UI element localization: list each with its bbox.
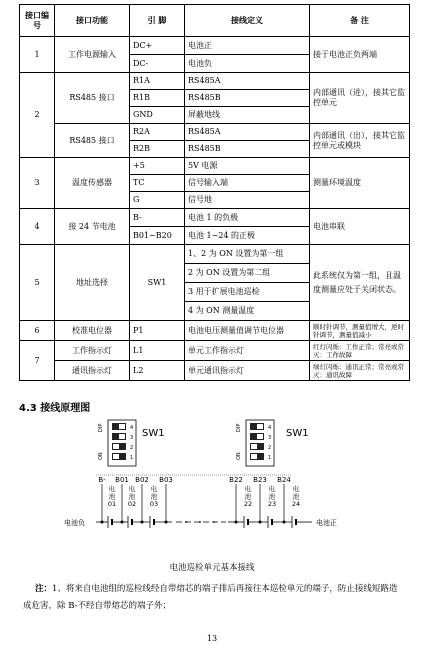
cell-pin: SW1 bbox=[130, 245, 185, 321]
battery-chain bbox=[96, 516, 312, 528]
terminal-label: B03 bbox=[159, 476, 173, 484]
header-def: 接线定义 bbox=[185, 5, 310, 37]
cell-no: 5 bbox=[20, 245, 55, 321]
cell-def: 5V 电源 bbox=[185, 158, 310, 175]
wiring-diagram bbox=[0, 412, 424, 560]
cell-def: 信号地 bbox=[185, 192, 310, 209]
cell-pin: TC bbox=[130, 175, 185, 192]
table-row bbox=[20, 361, 410, 381]
cell-def: 电池 1 的负极 bbox=[185, 209, 310, 227]
switch-number: 2 bbox=[130, 445, 134, 451]
header-remark: 备 注 bbox=[310, 5, 410, 37]
figure-caption: 电池巡检单元基本接线 bbox=[169, 563, 255, 573]
cell-def: RS485B bbox=[185, 141, 310, 158]
cell-func: 通讯指示灯 bbox=[55, 361, 130, 381]
cell-label-23: 电池 23 bbox=[267, 485, 277, 508]
dip-label: DIP bbox=[236, 423, 242, 432]
header-func: 接口功能 bbox=[55, 5, 130, 37]
cell-pin: P1 bbox=[130, 321, 185, 341]
cell-pin: R1A bbox=[130, 73, 185, 90]
cell-def: 单元通讯指示灯 bbox=[185, 361, 310, 381]
terminal-label: B01 bbox=[115, 476, 129, 484]
note-paragraph bbox=[23, 581, 403, 615]
interface-table bbox=[19, 4, 410, 381]
header-pin: 引 脚 bbox=[130, 5, 185, 37]
cell-no: 1 bbox=[20, 37, 55, 73]
switch-number: 3 bbox=[130, 435, 134, 441]
cell-func: 接 24 节电池 bbox=[55, 209, 130, 245]
note-prefix: 注： bbox=[35, 584, 53, 594]
cell-func: RS485 接口 bbox=[55, 73, 130, 124]
cell-remark: 接于电池正负两端 bbox=[310, 37, 410, 73]
cell-remark: 此系统仅为第一组，且温度测量应处于关闭状态。 bbox=[310, 245, 410, 321]
cell-def: 信号输入端 bbox=[185, 175, 310, 192]
cell-no: 2 bbox=[20, 73, 55, 158]
cell-label-22: 电池 22 bbox=[243, 485, 253, 508]
header-no: 接口编号 bbox=[20, 5, 55, 37]
cell-pin: R2B bbox=[130, 141, 185, 158]
pos-label: 电池正 bbox=[316, 519, 337, 527]
cell-no: 4 bbox=[20, 209, 55, 245]
cell-pin: B01~B20 bbox=[130, 227, 185, 245]
cell-def: 3 用于扩展电池巡检 bbox=[185, 283, 310, 302]
cell-func: 温度传感器 bbox=[55, 158, 130, 209]
cell-remark: 内部通讯（出），接其它监控单元或模块 bbox=[310, 124, 410, 158]
table-row bbox=[20, 124, 410, 141]
cell-pin: G bbox=[130, 192, 185, 209]
cell-func: RS485 接口 bbox=[55, 124, 130, 158]
cell-remark: 绿灯闪烁：通讯正常；常亮或常灭：通讯故障 bbox=[310, 361, 410, 381]
switch-number: 1 bbox=[268, 455, 272, 461]
dip-label: DIP bbox=[98, 423, 104, 432]
cell-label-02: 电池 02 bbox=[127, 485, 137, 508]
cell-def: RS485B bbox=[185, 90, 310, 107]
cell-def: RS485A bbox=[185, 73, 310, 90]
cell-def: 1、2 为 ON 设置为第一组 bbox=[185, 245, 310, 264]
sw1-label: SW1 bbox=[142, 428, 165, 439]
cell-label-24: 电池 24 bbox=[291, 485, 301, 508]
cell-remark: 红灯闪烁：工作正常；常亮或常灭：工作故障 bbox=[310, 341, 410, 361]
switch-number: 3 bbox=[268, 435, 272, 441]
cell-func: 工作电源输入 bbox=[55, 37, 130, 73]
cell-def: 电池正 bbox=[185, 37, 310, 55]
terminal-label: B24 bbox=[277, 476, 291, 484]
cell-func: 工作指示灯 bbox=[55, 341, 130, 361]
cell-def: RS485A bbox=[185, 124, 310, 141]
neg-label: 电池负 bbox=[64, 519, 85, 527]
cell-pin: R2A bbox=[130, 124, 185, 141]
cell-pin: DC- bbox=[130, 55, 185, 73]
table-row bbox=[20, 341, 410, 361]
cell-pin: B- bbox=[130, 209, 185, 227]
cell-def: 单元工作指示灯 bbox=[185, 341, 310, 361]
cell-def: 4 为 ON 测量温度 bbox=[185, 302, 310, 321]
table-row bbox=[20, 158, 410, 175]
cell-pin: L2 bbox=[130, 361, 185, 381]
dip-switch-right bbox=[236, 420, 309, 466]
switch-number: 2 bbox=[268, 445, 272, 451]
cell-func: 地址选择 bbox=[55, 245, 130, 321]
cell-def: 电池 1~24 的正极 bbox=[185, 227, 310, 245]
table-row bbox=[20, 245, 410, 264]
table-row bbox=[20, 73, 410, 90]
terminal-label: B- bbox=[98, 476, 106, 484]
terminal-label: B22 bbox=[229, 476, 243, 484]
cell-pin: GND bbox=[130, 107, 185, 124]
cell-label-01: 电池 01 bbox=[107, 485, 117, 508]
cell-def: 2 为 ON 设置为第二组 bbox=[185, 264, 310, 283]
cell-pin: +5 bbox=[130, 158, 185, 175]
note-text: 1、将来自电池组的巡检线经自带熔芯的端子排后再接往本巡检单元的端子，防止接线短路造成危害，除 B-不经自带熔芯的端子外； bbox=[23, 584, 398, 611]
terminal-label: B02 bbox=[135, 476, 149, 484]
cell-no: 6 bbox=[20, 321, 55, 341]
cell-pin: DC+ bbox=[130, 37, 185, 55]
on-label: ON bbox=[98, 452, 104, 460]
cell-remark: 顺时针调节，测量值增大，逆时针调节，测量值减小 bbox=[310, 321, 410, 341]
cell-label-03: 电池 03 bbox=[149, 485, 159, 508]
cell-pin: R1B bbox=[130, 90, 185, 107]
dip-switch-left bbox=[98, 420, 165, 466]
on-label: ON bbox=[236, 452, 242, 460]
cell-pin: L1 bbox=[130, 341, 185, 361]
cell-remark: 测量环境温度 bbox=[310, 158, 410, 209]
cell-def: 电池负 bbox=[185, 55, 310, 73]
cell-def: 电池电压测量值调节电位器 bbox=[185, 321, 310, 341]
cell-no: 7 bbox=[20, 341, 55, 381]
terminal-label: B23 bbox=[253, 476, 267, 484]
section-title: 4.3 接线原理图 bbox=[19, 403, 91, 414]
cell-def: 屏蔽地线 bbox=[185, 107, 310, 124]
table-row bbox=[20, 321, 410, 341]
cell-no: 3 bbox=[20, 158, 55, 209]
table-row bbox=[20, 209, 410, 227]
table-header-row bbox=[20, 5, 410, 37]
table-row bbox=[20, 37, 410, 55]
cell-func: 校准电位器 bbox=[55, 321, 130, 341]
sw1-label: SW1 bbox=[286, 428, 309, 439]
cell-remark: 内部通讯（进），接其它监控单元 bbox=[310, 73, 410, 124]
switch-number: 1 bbox=[130, 455, 134, 461]
switch-number: 4 bbox=[268, 425, 272, 431]
page-number: 13 bbox=[206, 634, 218, 643]
switch-number: 4 bbox=[130, 425, 134, 431]
cell-remark: 电池串联 bbox=[310, 209, 410, 245]
